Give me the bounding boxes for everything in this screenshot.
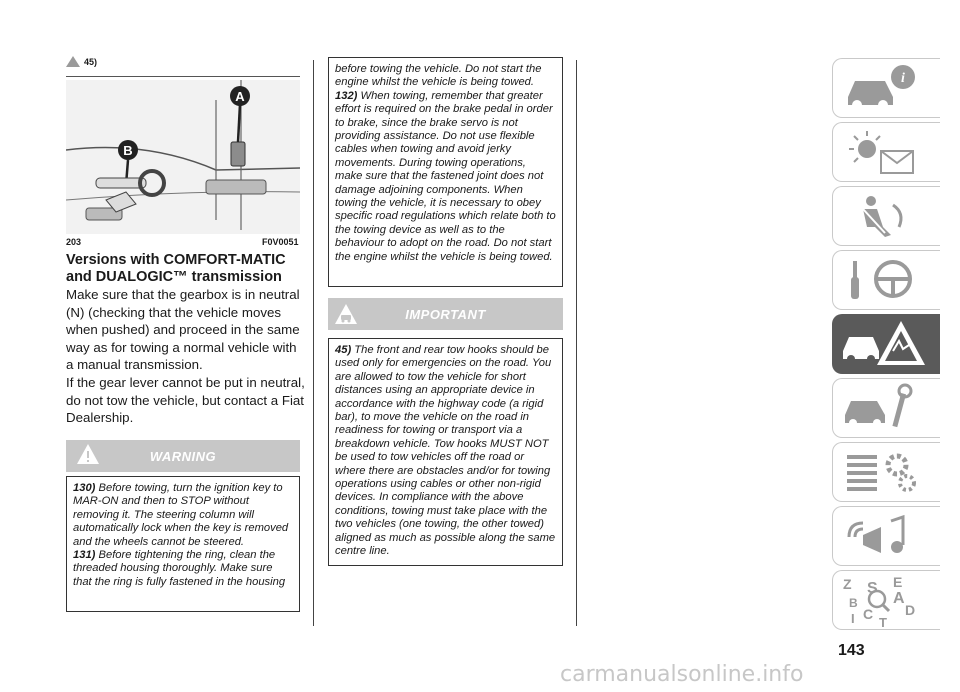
warning-title: WARNING — [149, 448, 217, 464]
index-letter-z: Z — [843, 576, 852, 592]
index-letter-d: D — [905, 602, 916, 618]
important-title: IMPORTANT — [405, 306, 486, 322]
key-steering-wheel-icon — [833, 251, 933, 309]
car-warning-triangle-icon — [833, 315, 933, 373]
index-letter-b: B — [849, 596, 858, 610]
svg-text:A: A — [235, 89, 245, 104]
data-gear-icon — [833, 443, 933, 501]
warning-icon — [76, 442, 100, 466]
car-skid-icon — [334, 302, 358, 326]
figure-code: F0V0051 — [262, 237, 299, 247]
tab-car-info[interactable] — [832, 58, 940, 118]
column-divider-2 — [576, 60, 577, 626]
important-banner — [328, 298, 563, 330]
multimedia-icon — [833, 507, 933, 565]
warning-item-130: 130) Before towing, turn the ignition key to MAR-ON and then to STOP without removing it. The steering column will automatically lock when the key is removed and the wheels cannot be steered. — [73, 482, 289, 548]
warning-box — [66, 476, 300, 612]
tab-emergency[interactable] — [832, 314, 940, 374]
index-letter-t: T — [879, 615, 887, 629]
figure-number: 203 — [66, 237, 82, 247]
tab-servicing[interactable] — [832, 378, 940, 438]
section-heading: Versions with COMFORT-MATIC and DUALOGIC™ transmission — [66, 252, 286, 285]
tow-hook-illustration — [66, 80, 300, 234]
warning-triangle-icon — [66, 56, 80, 67]
top-rule — [66, 76, 300, 77]
index-letter-i: I — [851, 611, 855, 626]
page-number: 143 — [838, 642, 865, 659]
tab-lights-messages[interactable] — [832, 122, 940, 182]
paragraph-2: If the gear lever cannot be put in neutral, do not tow the vehicle, but contact a Fiat Dealership. — [66, 375, 305, 425]
column-divider-1 — [313, 60, 314, 626]
airbag-safety-icon — [833, 187, 933, 245]
tab-technical-data[interactable] — [832, 442, 940, 502]
index-letters-icon — [833, 571, 933, 629]
reference-note-text: 45) — [84, 56, 98, 67]
tab-index[interactable] — [832, 570, 940, 630]
reference-note — [66, 56, 97, 67]
watermark: carmanualsonline.info — [560, 662, 804, 687]
warning-item-132: 132) When towing, remember that greater effort is required on the brake pedal in order to brake, since the brake servo is not providing assistance. Do not use flexible cables when towing and avoid jerky movements. During towing operations, make sure that the fastened joint does not damage adjoining components. When towing the vehicle, it is necessary to obey specific road regulations which relate both to the towing device as well as to the behaviour to adopt on the road. Do not start the engine whilst the vehicle is being towed. — [335, 89, 556, 263]
important-box — [328, 338, 563, 566]
svg-text:B: B — [123, 143, 133, 158]
warning-continuation-box — [328, 57, 563, 287]
light-envelope-icon — [833, 123, 933, 181]
important-item-45: 45) The front and rear tow hooks should be used only for emergencies on the road. You are allowed to tow the vehicle for short distances using an appropriate device in accordance with the highway code (a rigid bar), to move the vehicle on the road in readiness for towing or transport via a breakdown vehicle. Tow hooks MUST NOT be used to tow vehicles off the road or where there are obstacles and/or for towing operations using cables or other non-rigid devices. In compliance with the above conditions, towing must take place with the two vehicles (one towing, the other towed) aligned as much as possible along the same centre line. — [335, 344, 556, 558]
index-letter-a: A — [893, 590, 905, 607]
index-letter-c: C — [863, 606, 874, 622]
warning-item-131: 131) Before tightening the ring, clean the threaded housing thoroughly. Make sure that the ring is fully fastened in the housing — [73, 549, 286, 588]
car-wrench-icon — [833, 379, 933, 437]
paragraph-1: Make sure that the gearbox is in neutral (N) (checking that the vehicle moves when pushed) and proceed in the same way as for towing a normal vehicle with a manual transmission. — [66, 287, 300, 372]
svg-text:i: i — [901, 71, 905, 86]
index-letter-s: S — [867, 580, 878, 597]
tab-starting-driving[interactable] — [832, 250, 940, 310]
warning-continuation: before towing the vehicle. Do not start the engine whilst the vehicle is being towed. — [335, 63, 542, 89]
warning-banner — [66, 440, 300, 472]
tow-hook-figure — [66, 80, 300, 234]
tab-safety[interactable] — [832, 186, 940, 246]
car-info-icon — [833, 59, 933, 117]
tab-multimedia[interactable] — [832, 506, 940, 566]
index-letter-e: E — [893, 574, 903, 590]
